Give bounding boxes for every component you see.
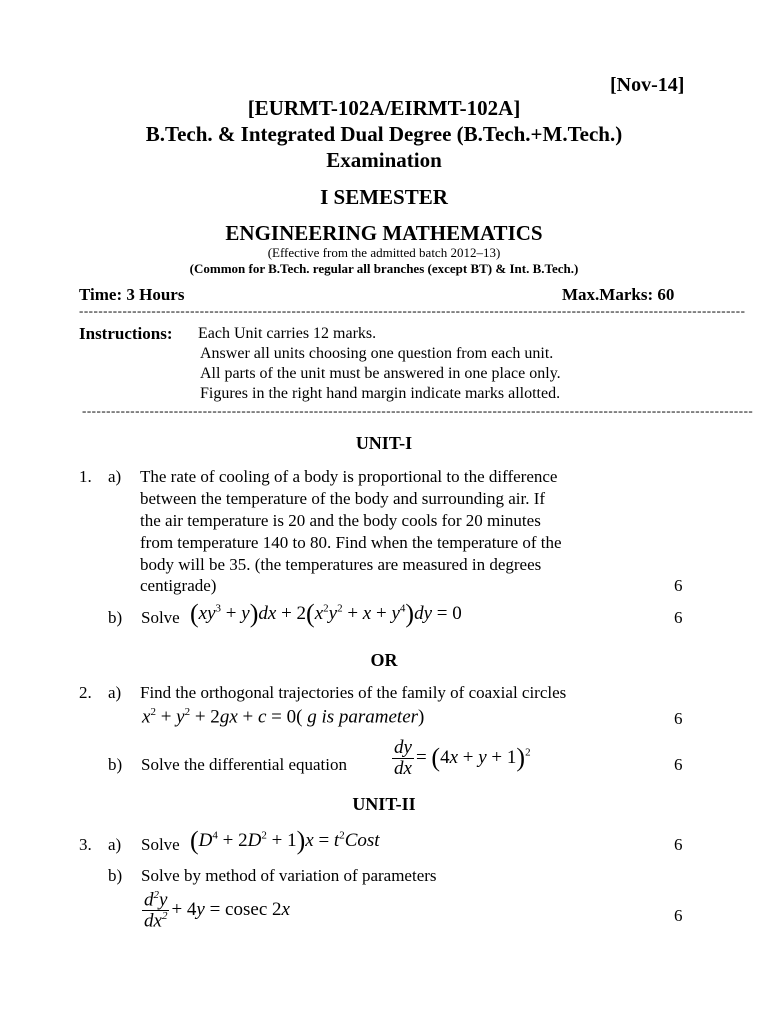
question-text: Solve the differential equation [141, 755, 347, 774]
question-text: Solve by method of variation of parameters [141, 866, 437, 885]
degree-line-2: Examination [326, 148, 442, 172]
paper-code: [EURMT-102A/EIRMT-102A] [247, 96, 521, 120]
unit-2-heading: UNIT-II [352, 794, 416, 814]
part-label: b) [108, 755, 123, 774]
equation-q2a: $x^2 + y^2 + 2gx + c = 0$( g is parameter) [142, 706, 425, 728]
question-number: 1. [79, 467, 92, 486]
equation-q3a: $(D^4 + 2D^2 + 1)x$ = $t^2Cost$ [190, 826, 380, 855]
marks: 6 [674, 608, 683, 627]
equation-q1b: $(xy^3 + y)dx + 2(x^2y^2 + x + y^4)dy = 0$ [190, 599, 462, 628]
question-number: 2. [79, 683, 92, 702]
date-tag: [Nov-14] [610, 74, 685, 96]
degree-line-1: B.Tech. & Integrated Dual Degree (B.Tech.+M.Tech.) [145, 122, 623, 146]
part-label: a) [108, 835, 122, 854]
question-text-line: body will be 35. (the temperatures are measured in degrees [140, 555, 542, 574]
common-note: (Common for B.Tech. regular all branches (except BT) & Int. B.Tech.) [189, 261, 579, 276]
question-text-line: The rate of cooling of a body is proportional to the difference [140, 467, 558, 486]
instruction-line: Each Unit carries 12 marks. [198, 325, 377, 342]
or-separator: OR [370, 650, 398, 670]
exam-time: Time: 3 Hours [79, 285, 185, 304]
marks: 6 [674, 755, 683, 774]
subject-title: ENGINEERING MATHEMATICS [225, 221, 543, 245]
question-number: 3. [79, 835, 92, 854]
divider-bottom: ------------------------------------------------------------------------------------------------------------------------------------------- [82, 403, 754, 418]
question-text-line: the air temperature is 20 and the body cools for 20 minutes [140, 511, 541, 530]
question-text: Solve [141, 835, 180, 854]
part-label: a) [108, 467, 122, 486]
effective-note: (Effective from the admitted batch 2012–13) [267, 245, 501, 260]
equation-q2b: $\frac{dy}{dx}$ = $(4x + y + 1)^2$ [394, 737, 531, 779]
instruction-line: Answer all units choosing one question from each unit. [200, 345, 554, 362]
question-text-line: centigrade) [140, 576, 217, 595]
unit-1-heading: UNIT-I [355, 433, 413, 453]
instruction-line: Figures in the right hand margin indicate marks allotted. [200, 385, 561, 402]
marks: 6 [674, 906, 683, 925]
instruction-line: All parts of the unit must be answered in one place only. [200, 365, 561, 382]
max-marks: Max.Marks: 60 [562, 285, 675, 304]
marks: 6 [674, 835, 683, 854]
marks: 6 [674, 576, 683, 595]
equation-q3b: $\frac{d^2y}{dx^2}$ + 4y = cosec 2x [144, 889, 290, 932]
marks: 6 [674, 709, 683, 728]
question-text: Solve [141, 608, 180, 627]
question-text: Find the orthogonal trajectories of the family of coaxial circles [140, 683, 567, 702]
part-label: b) [108, 608, 123, 627]
part-label: b) [108, 866, 123, 885]
question-text-line: from temperature 140 to 80. Find when the temperature of the [140, 533, 562, 552]
divider-top: ------------------------------------------------------------------------------------------------------------------------------------------ [79, 303, 746, 318]
instructions-label: Instructions: [79, 324, 173, 343]
part-label: a) [108, 683, 122, 702]
question-text-line: between the temperature of the body and surrounding air. If [140, 489, 546, 508]
semester-title: I SEMESTER [320, 185, 448, 209]
